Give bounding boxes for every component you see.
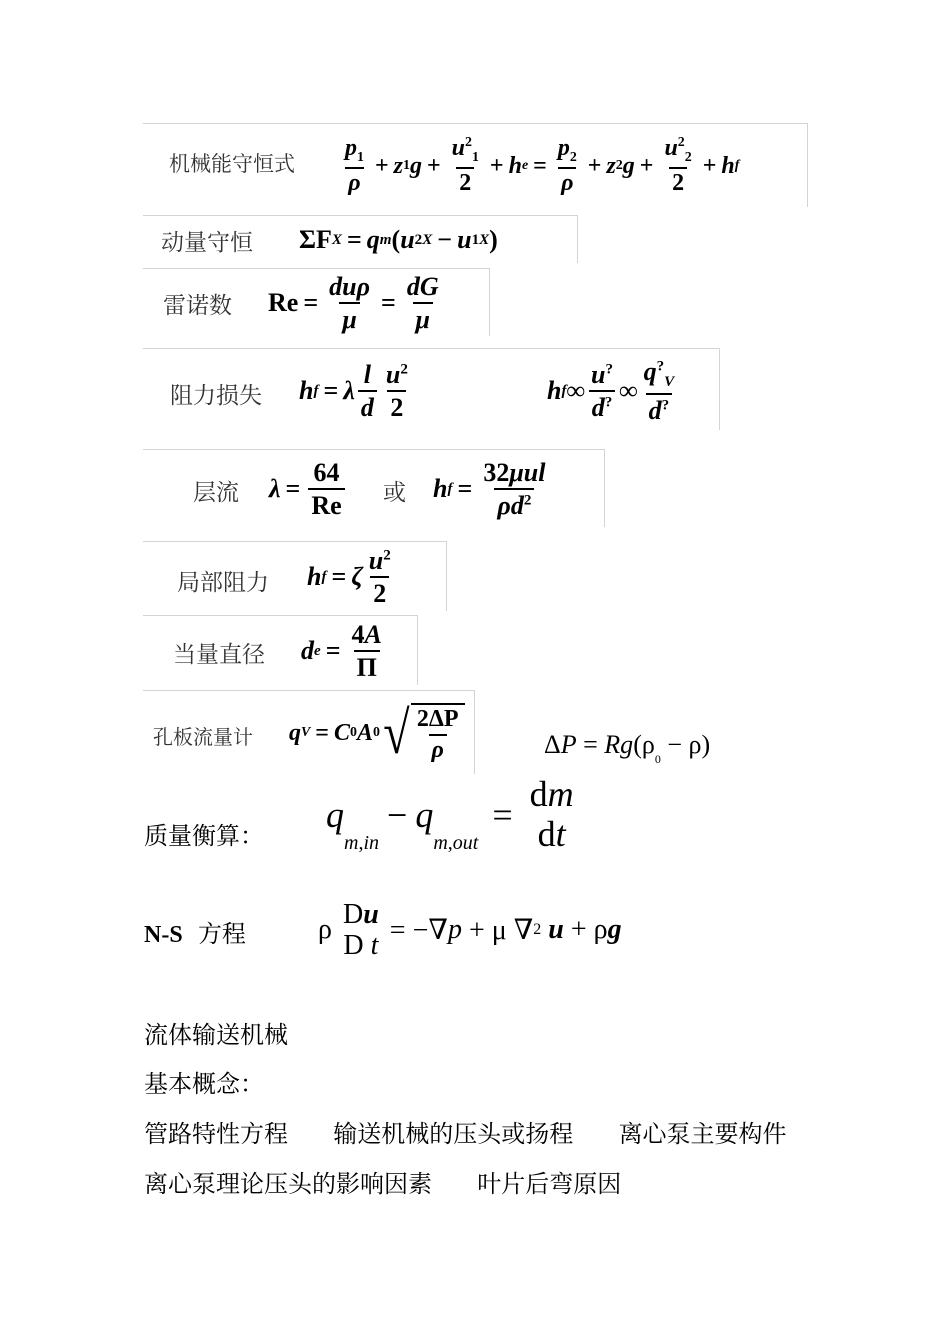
formula-laminar-label: 层流 — [193, 480, 239, 506]
formula-local-label: 局部阻力 — [177, 570, 269, 596]
formula-pressure-diff: Δ P = Rg (ρ $_0$ − ρ) — [544, 730, 711, 766]
ns-label — [144, 914, 246, 949]
formula-momentum-equation: ΣF X = q m ( u 2X − u 1X ) — [299, 225, 498, 254]
concepts-line-1 — [144, 1114, 787, 1149]
formula-local-equation: h f = ζ $\frac{u^2}{2}$ — [307, 545, 391, 608]
concept-item: 输送机械的压头或扬程 — [333, 1120, 574, 1148]
formula-diameter-equation: d e = $\frac{4A}{\Pi}$ — [301, 619, 382, 682]
formula-energy-box — [143, 123, 808, 207]
formula-laminar-equation-1: λ = $\frac{64}{Re}$ — [269, 452, 348, 526]
formula-orifice-box — [143, 690, 475, 774]
formula-laminar-box — [143, 449, 605, 527]
concept-item: 叶片后弯原因 — [477, 1170, 622, 1198]
mass-balance-equation: q m,in − q m,out = dm dt — [326, 774, 574, 854]
formula-orifice-equation: q V = C 0 A 0 √ $\frac{2\Delta P}{\rho}$ — [289, 691, 465, 775]
formula-resistance-equation-2: h f ∞ $\frac{u^?}{d^?}$ ∞ $\frac{q^?_V}{d^?}$ — [547, 356, 675, 425]
formula-orifice-label: 孔板流量计 — [153, 725, 253, 749]
ns-label-bold: N-S — [144, 922, 183, 948]
formula-reynolds-label: 雷诺数 — [163, 293, 232, 319]
formula-reynolds-box — [143, 268, 490, 336]
formula-momentum-box — [143, 215, 578, 263]
formula-reynolds-equation: Re = $\frac{\text{duρ}}{\mu}$ = $\frac{dG}{\mu}$ — [268, 271, 439, 334]
formula-laminar-or: 或 — [383, 480, 406, 506]
concept-item: 管路特性方程 — [144, 1120, 288, 1148]
formula-local-box — [143, 541, 447, 611]
ns-label-text: 方程 — [197, 920, 246, 948]
formula-resistance-equation-1: h f = λ $\frac{l}{d}$ $\frac{u^2}{2}$ — [299, 359, 408, 422]
formula-energy-label: 机械能守恒式 — [169, 152, 295, 176]
concepts-label: 基本概念： — [144, 1070, 264, 1098]
formula-diameter-label: 当量直径 — [173, 642, 265, 668]
formula-diameter-box — [143, 615, 418, 685]
formula-momentum-label: 动量守恒 — [161, 230, 253, 256]
formula-laminar-equation-2: h f = $\frac{\text{32μul}}{\rho d^2}$ — [433, 457, 546, 520]
concept-item: 离心泵主要构件 — [618, 1120, 787, 1148]
formula-resistance-label: 阻力损失 — [170, 383, 262, 409]
mass-balance-label: 质量衡算： — [144, 822, 264, 850]
section-title: 流体输送机械 — [144, 1021, 288, 1049]
formula-energy-equation: $\frac{p_1}{\rho}$ + z 1 g + $\frac{u^2_1}{2}$ + h e = $\frac{p_2}{\rho}$ + z 2 g + $\frac{u^2_2}{2}$ + h f — [345, 134, 740, 197]
concept-item: 离心泵理论压头的影响因素 — [144, 1170, 432, 1198]
ns-equation: ρ Du D t = −∇ p + μ ∇ 2 u + ρ g — [318, 898, 622, 961]
concepts-line-2 — [144, 1164, 621, 1199]
formula-resistance-box — [143, 348, 720, 430]
